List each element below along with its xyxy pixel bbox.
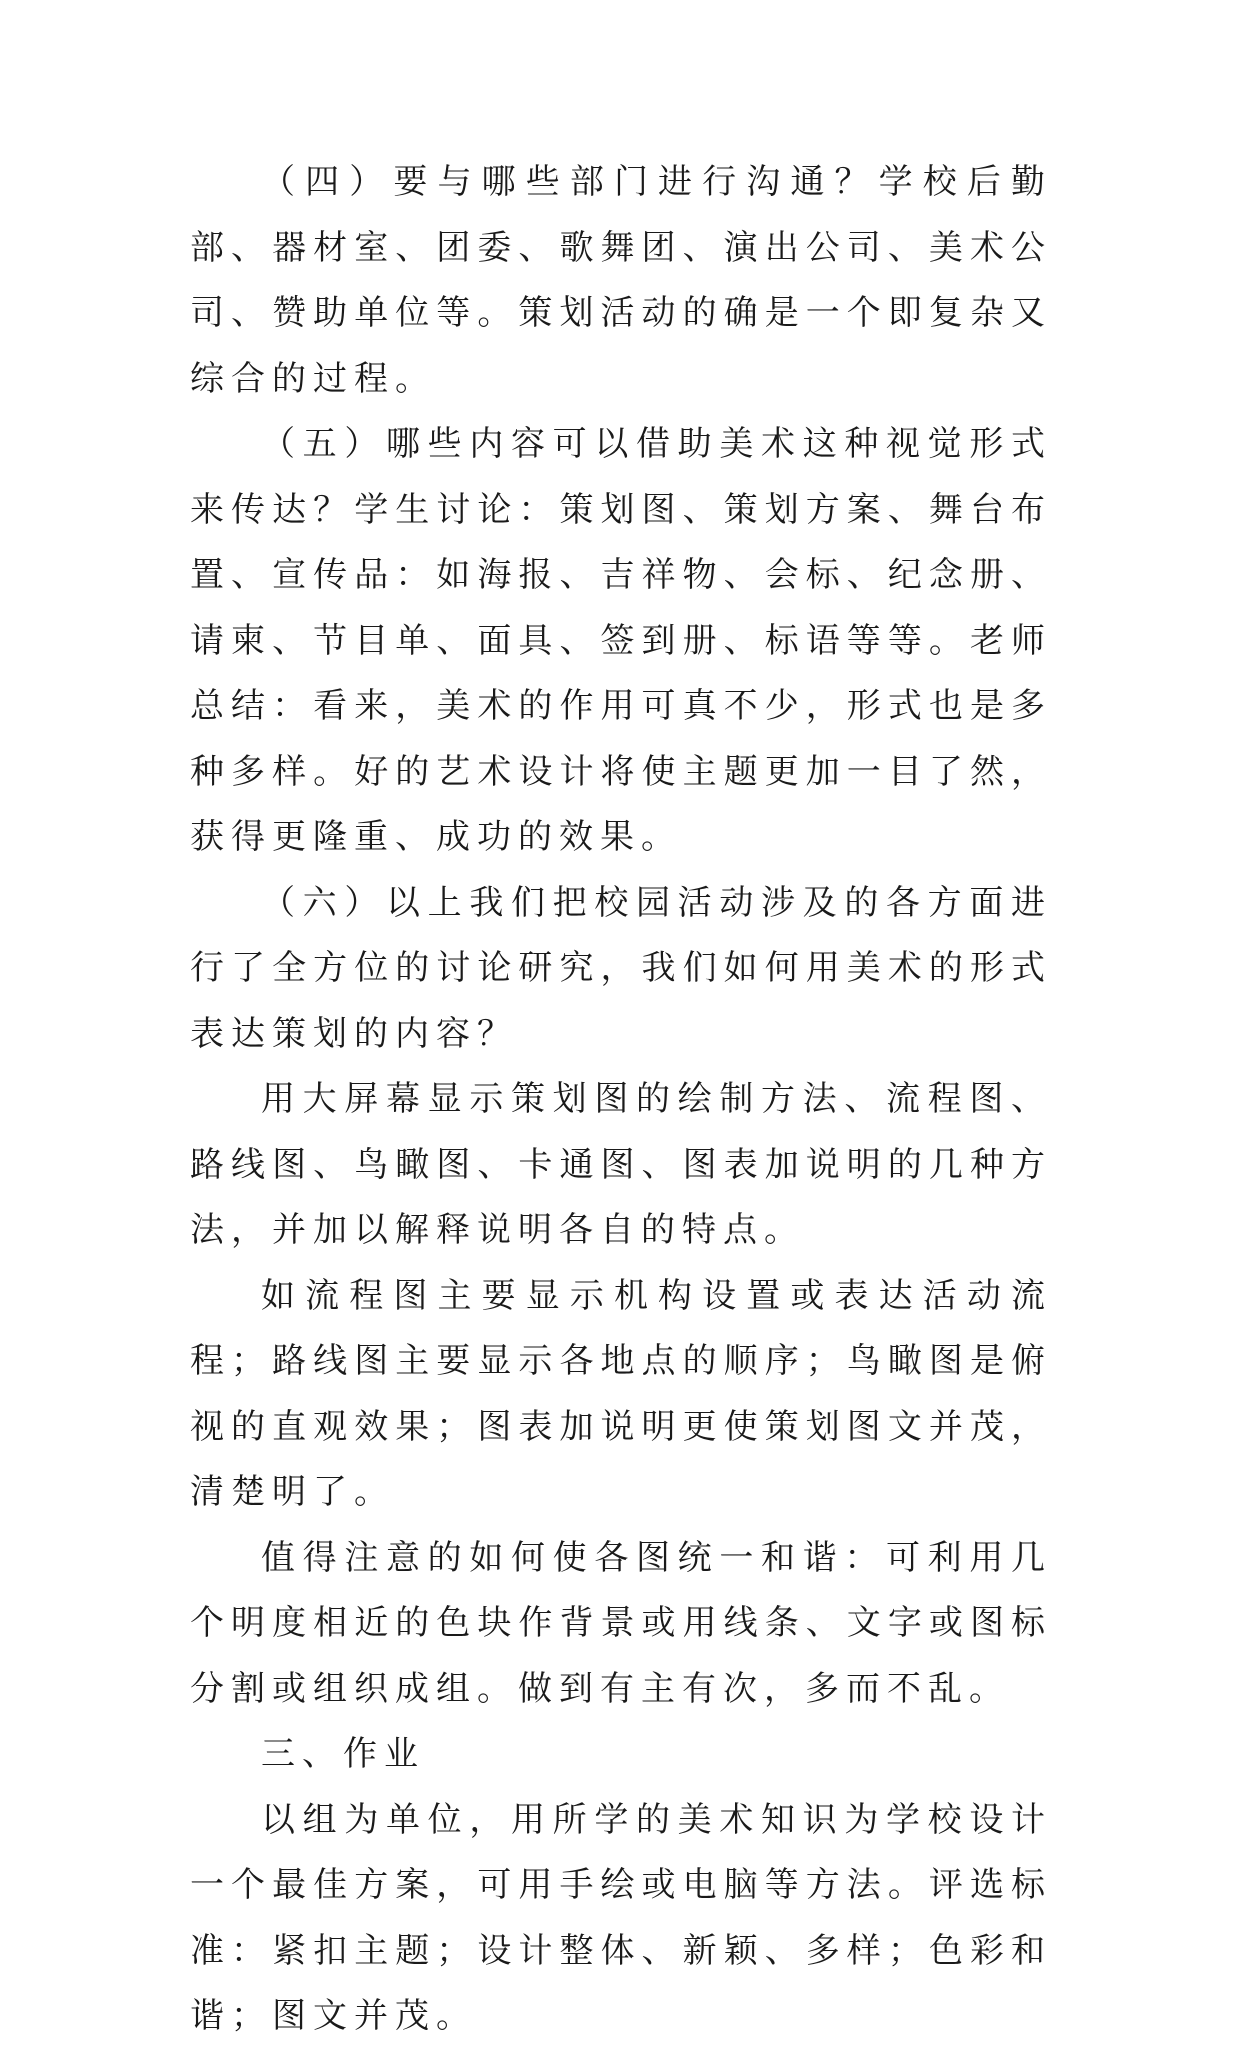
paragraph-diagram-examples: 如流程图主要显示机构设置或表达活动流程；路线图主要显示各地点的顺序；鸟瞰图是俯视的直观效果；图表加说明更使策划图文并茂，清楚明了。 [190,1275,1052,1512]
heading-homework: 三、作业 [261,1734,425,1774]
paragraph-section-six: （六）以上我们把校园活动涉及的各方面进行了全方位的讨论研究，我们如何用美术的形式表达策划的内容？ [190,882,1052,1054]
document-body [190,150,1052,2050]
paragraph-big-screen-methods: 用大屏幕显示策划图的绘制方法、流程图、路线图、鸟瞰图、卡通图、图表加说明的几种方法，并加以解释说明各自的特点。 [190,1079,1052,1250]
paragraph-section-four: （四）要与哪些部门进行沟通？学校后勤部、器材室、团委、歌舞团、演出公司、美术公司、赞助单位等。策划活动的确是一个即复杂又综合的过程。 [190,162,1052,399]
paragraph-homework-detail: 以组为单位，用所学的美术知识为学校设计一个最佳方案，可用手绘或电脑等方法。评选标准：紧扣主题；设计整体、新颖、多样；色彩和谐；图文并茂。 [190,1799,1052,2036]
paragraph-harmony-note: 值得注意的如何使各图统一和谐：可利用几个明度相近的色块作背景或用线条、文字或图标分割或组织成组。做到有主有次，多而不乱。 [190,1537,1052,1709]
paragraph-section-five: （五）哪些内容可以借助美术这种视觉形式来传达？学生讨论：策划图、策划方案、舞台布置、宣传品：如海报、吉祥物、会标、纪念册、请柬、节目单、面具、签到册、标语等等。老师总结：看来，美术的作用可真不少，形式也是多种多样。好的艺术设计将使主题更加一目了然，获得更隆重、成功的效果。 [190,424,1052,857]
